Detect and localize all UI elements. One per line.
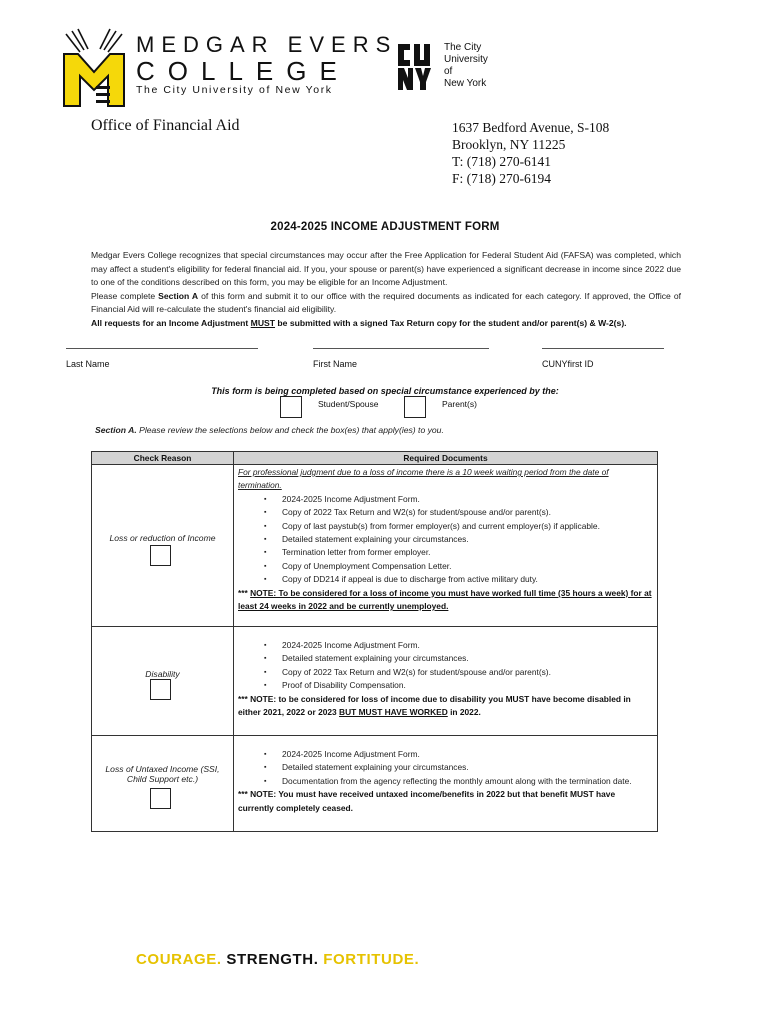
fax-line: F: (718) 270-6194 [452, 171, 551, 186]
documents-list [264, 748, 653, 788]
reason-cell [92, 465, 234, 627]
untaxed-income-checkbox[interactable] [150, 788, 171, 809]
circumstance-prompt: This form is being completed based on special circumstance experienced by the: [211, 386, 559, 396]
reason-cell [92, 736, 234, 832]
footer-slogan [136, 951, 419, 968]
parents-label: Parent(s) [442, 399, 477, 409]
reason-label: Disability [145, 669, 180, 679]
name-fields [0, 348, 770, 372]
office-address [452, 119, 609, 187]
list-item: ▪ Detailed statement explaining your circumstances. [264, 533, 653, 546]
cuny-text-line: The City [444, 42, 482, 53]
cuny-logo-text [444, 42, 488, 90]
reason-label: Loss or reduction of Income [109, 533, 216, 543]
list-item: ▪ Documentation from the agency reflecting the monthly amount along with the termination date. [264, 775, 653, 788]
documents-list [264, 639, 653, 693]
section-a-text: Please review the selections below and check the box(es) that apply(ies) to you. [136, 425, 444, 435]
cuny-text-line: New York [444, 78, 487, 89]
intro-p2-text: Please complete [91, 290, 159, 301]
note-text-end: in 2022. [447, 707, 481, 718]
cunyfirst-id-label: CUNYfirst ID [542, 359, 594, 369]
slogan-fortitude: FORTITUDE. [323, 951, 420, 968]
cuny-text-line: University [444, 54, 488, 65]
cunyfirst-id-field[interactable] [542, 348, 664, 349]
phone-line: T: (718) 270-6141 [452, 154, 552, 169]
medgar-evers-logo [58, 28, 398, 108]
list-item: ▪ Copy of last paystub(s) from former employer(s) and current employer(s) if applicable. [264, 520, 653, 533]
documents-cell [234, 736, 658, 832]
note-text: NOTE: To be considered for a loss of income you must have worked full time (35 hours a week) for at least 24 weeks in 2022 and be currently unemployed. [238, 587, 652, 612]
last-name-field[interactable] [66, 348, 258, 349]
cuny-logo-mark [396, 42, 432, 92]
waiting-period-text: For professional judgment due to a loss of income there is a 10 week waiting period from the date of termination. [238, 467, 609, 491]
cuny-text-line: of [444, 66, 453, 77]
table-row [92, 465, 658, 627]
list-item: ▪ Detailed statement explaining your circumstances. [264, 652, 653, 665]
table-row [92, 627, 658, 736]
slogan-courage: COURAGE. [136, 951, 222, 968]
intro-p3-text: All requests for an Income Adjustment [91, 317, 251, 328]
office-title: Office of Financial Aid [91, 117, 240, 134]
list-item: ▪ 2024-2025 Income Adjustment Form. [264, 493, 653, 506]
required-documents-header: Required Documents [234, 452, 658, 465]
student-spouse-label: Student/Spouse [318, 399, 379, 409]
note-prefix: *** [238, 587, 251, 598]
list-item: ▪ Detailed statement explaining your circumstances. [264, 761, 653, 774]
intro-p3-must: MUST [250, 317, 276, 328]
disability-note [238, 693, 653, 720]
reason-cell [92, 627, 234, 736]
intro-p2-text-end: of this form and submit it to our office with the required documents as indicated for each category. If approved, the Office of Financial Aid will re-calculate the student's financial aid eligibility. [91, 290, 681, 315]
cuny-logo [396, 42, 506, 98]
intro-text [91, 249, 681, 331]
section-a-label: Section A. [95, 425, 137, 435]
intro-p3-text-end: be submitted with a signed Tax Return copy for the student and/or parent(s) & W-2(s). [275, 317, 627, 328]
untaxed-income-note: *** NOTE: You must have received untaxed income/benefits in 2022 but that benefit MUST have currently completely ceased. [238, 789, 616, 813]
parents-checkbox[interactable] [404, 396, 426, 418]
note-emphasis: BUT MUST HAVE WORKED [339, 707, 448, 718]
logo-name-line1: MEDGAR EVERS [136, 32, 398, 57]
reason-label: Loss of Untaxed Income (SSI, Child Support etc.) [105, 764, 220, 784]
requirements-table [91, 451, 658, 832]
address-line: 1637 Bedford Avenue, S-108 [452, 120, 610, 135]
intro-paragraph-1: Medgar Evers College recognizes that special circumstances may occur after the Free Application for Federal Student Aid (FAFSA) was completed, which may affect a student's eligibility for federal financial aid. If you, your spouse or parent(s) have experienced a significant decrease in income since 2022 due to one of the conditions described on this form, you may be eligible for an Income Adjustment. [91, 250, 681, 288]
circumstance-checkboxes [280, 396, 540, 420]
loss-of-income-note [238, 587, 653, 614]
slogan-strength: STRENGTH. [226, 951, 319, 968]
list-item: ▪ 2024-2025 Income Adjustment Form. [264, 748, 653, 761]
list-item: ▪ Copy of Unemployment Compensation Letter. [264, 560, 653, 573]
logo-subtitle: The City University of New York [136, 84, 333, 96]
first-name-label: First Name [313, 359, 358, 369]
documents-cell [234, 627, 658, 736]
list-item: ▪ Copy of 2022 Tax Return and W2(s) for student/spouse and/or parent(s). [264, 506, 653, 519]
check-reason-header: Check Reason [92, 452, 234, 465]
intro-paragraph-2 [91, 290, 681, 317]
student-spouse-checkbox[interactable] [280, 396, 302, 418]
list-item: ▪ Copy of 2022 Tax Return and W2(s) for student/spouse and/or parent(s). [264, 666, 653, 679]
logo-name-line2: COLLEGE [136, 56, 350, 86]
list-item: ▪ 2024-2025 Income Adjustment Form. [264, 639, 653, 652]
intro-p2-section: Section A [158, 290, 199, 301]
first-name-field[interactable] [313, 348, 489, 349]
disability-checkbox[interactable] [150, 679, 171, 700]
documents-cell [234, 465, 658, 627]
section-a-instructions [95, 425, 444, 435]
list-item: ▪ Copy of DD214 if appeal is due to discharge from active military duty. [264, 573, 653, 586]
table-header-row [92, 452, 658, 465]
last-name-label: Last Name [66, 359, 110, 369]
documents-list [264, 493, 653, 587]
intro-paragraph-3 [91, 317, 681, 331]
form-title: 2024-2025 INCOME ADJUSTMENT FORM [270, 221, 500, 233]
medgar-evers-logo-mark [58, 28, 130, 108]
list-item: ▪ Termination letter from former employer. [264, 546, 653, 559]
note-text: *** NOTE: to be considered for loss of income due to disability you MUST have become disabled in either 2021, 2022 or 2023 [238, 693, 631, 718]
address-line: Brooklyn, NY 11225 [452, 137, 566, 152]
loss-of-income-checkbox[interactable] [150, 545, 171, 566]
list-item: ▪ Proof of Disability Compensation. [264, 679, 653, 692]
table-row [92, 736, 658, 832]
